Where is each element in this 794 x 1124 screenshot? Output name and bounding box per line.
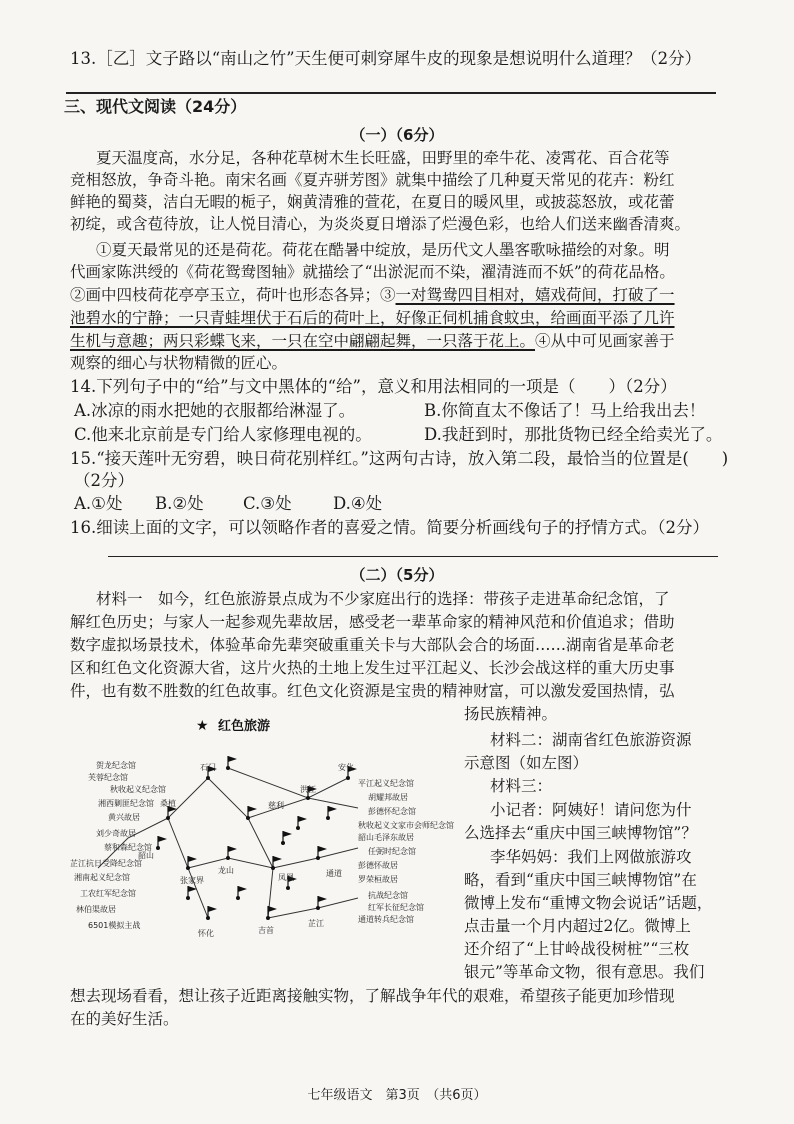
flag-icon: [226, 756, 237, 770]
map-place-label: 韶山: [138, 851, 154, 860]
part2-heading: （二）（5分）: [350, 566, 444, 584]
question-16: 16.细读上面的文字，可以领略作者的喜爱之情。简要分析画线句子的抒情方式。（2分）: [70, 518, 709, 537]
para2-line: 观察的细心与状物精微的匠心。: [70, 354, 288, 372]
map-place-label: 安化: [338, 763, 354, 772]
option-c: C.③处: [243, 494, 292, 513]
para2-line: ①夏天最常见的还是荷花。荷花在酷暑中绽放，是历代文人墨客歌咏描绘的对象。明: [96, 241, 670, 259]
question-15: 15.“接天莲叶无穷碧，映日荷花别样红。”这两句古诗，放入第二段，最恰当的位置是( ): [70, 449, 729, 468]
material3-line: 略，看到“重庆中国三峡博物馆”在: [464, 871, 697, 889]
material2-line: 示意图（如左图）: [464, 754, 589, 772]
map-site-label: 韶山毛泽东故居: [358, 833, 414, 842]
map-place-label: 张家界: [180, 876, 204, 885]
material3-line: 银元”等革命文物，很有意思。我们: [464, 963, 705, 981]
star-icon: ★: [196, 718, 209, 734]
map-site-label: 彭德怀故居: [358, 861, 398, 870]
flag-icon: [226, 846, 237, 860]
para1-line: 初绽，或含苞待放，让人悦目清心，为炎炎夏日增添了烂漫色彩，也给人们送来幽香清爽。: [70, 215, 691, 233]
part1-heading: （一）（6分）: [350, 126, 444, 144]
map-site-label: 黄兴故居: [108, 813, 140, 822]
flag-icon: [326, 806, 337, 820]
question-14: 14.下列句子中的“给”与文中黑体的“给”，意义和用法相同的一项是（ ）（2分）: [70, 377, 677, 396]
flag-icon: [271, 856, 282, 870]
option-d: D.④处: [333, 494, 383, 513]
map-place-label: 芷江: [308, 919, 324, 928]
underlined-sentence: 池碧水的宁静；一只青蛙埋伏于石后的荷叶上，好像正伺机捕食蚊虫，给画面平添了几许: [70, 309, 675, 327]
material1-line: 材料一 如今，红色旅游景点成为不少家庭出行的选择：带孩子走进革命纪念馆，了: [96, 590, 670, 608]
flag-icon: [266, 906, 277, 920]
option-d: D.我赶到时，那批货物已经全给卖光了。: [424, 425, 723, 444]
map-site-label: 蔡和森纪念馆: [104, 843, 152, 852]
map-site-label: 罗荣桓故居: [358, 875, 398, 884]
material3-line: 在的美好生活。: [70, 1010, 179, 1028]
map-site-label: 6501模拟主战: [88, 921, 141, 930]
option-a: A.①处: [74, 494, 123, 513]
map-place-label: 桑植: [160, 799, 176, 808]
map-site-label: 贺龙纪念馆: [96, 761, 136, 770]
map-site-label: 彭德怀纪念馆: [368, 807, 416, 816]
map-place-label: 洪江: [300, 785, 316, 794]
map-labels: [70, 760, 454, 938]
flag-icon: [156, 836, 167, 850]
divider: [108, 556, 718, 557]
material3-line: 李华妈妈：我们上网做旅游攻: [490, 848, 692, 866]
material3-line: 么选择去“重庆中国三峡博物馆”？: [464, 824, 697, 842]
map-svg: [68, 708, 460, 946]
map-site-label: 平江起义纪念馆: [358, 779, 414, 788]
map-site-label: 任弼时纪念馆: [368, 847, 416, 856]
flag-icon: [206, 906, 217, 920]
para1-line: 竞相怒放，争奇斗艳。南宋名画《夏卉骈芳图》就集中描绘了几种夏天常见的花卉：粉红: [70, 171, 675, 189]
material1-line: 数字虚拟场景技术，体验革命先辈突破重重关卡与大部队会合的场面……湖南省是革命老: [70, 636, 675, 654]
map-site-label: 抗战纪念馆: [368, 891, 408, 900]
map-site-label: 秋收起义文家市会师纪念馆: [358, 821, 454, 830]
material1-line: 件，也有数不胜数的红色故事。红色文化资源是宝贵的精神财富，可以激发爱国热情，弘: [70, 682, 675, 700]
flag-icon: [186, 886, 197, 900]
para1-line: 鲜艳的蜀葵，洁白无暇的栀子，娴黄清雅的萱花，在夏日的暖风里，或披蕊怒放，或花蕾: [70, 193, 675, 211]
flag-icon: [316, 896, 327, 910]
map-site-label: 芷江抗日受降纪念馆: [70, 859, 142, 868]
material3-line: 点击量一个月内超过2亿。微博上: [464, 917, 691, 935]
map-place-label: 怀化: [198, 929, 214, 938]
material3-line: 还介绍了“上甘岭战役树桩”“三枚: [464, 940, 690, 958]
map-place-label: 石门: [200, 763, 216, 772]
para1-line: 夏天温度高，水分足，各种花草树木生长旺盛，田野里的牵牛花、凌霄花、百合花等: [96, 149, 670, 167]
map-site-label: 湘西剿匪纪念馆: [98, 799, 154, 808]
material2-line: 材料二：湖南省红色旅游资源: [490, 731, 692, 749]
map-place-label: 慈利: [268, 801, 284, 810]
map-place-label: 龙山: [218, 866, 234, 875]
underlined-sentence: 生机与意趣；两只彩蝶飞来，一只在空中翩翩起舞，一只落于花上。: [70, 332, 536, 350]
flag-icon: [186, 856, 197, 870]
map-site-label: 秋收起义纪念馆: [110, 785, 166, 794]
map-site-label: 胡耀邦故居: [368, 793, 408, 802]
flag-icon: [246, 806, 257, 820]
map-flags: [156, 756, 357, 920]
map-place-label: 凤凰: [278, 873, 294, 882]
map-site-label: 通道转兵纪念馆: [358, 915, 414, 924]
map-site-label: 红军长征纪念馆: [368, 903, 424, 912]
map-title: 红色旅游: [218, 719, 271, 734]
map-site-label: 刘少奇故居: [96, 829, 136, 838]
map-place-label: 通道: [326, 869, 342, 878]
page-footer: 七年级语文 第3页 （共6页）: [307, 1088, 487, 1103]
map-site-label: 工农红军纪念馆: [80, 889, 136, 898]
option-b: B.你简直太不像话了！马上给我出去！: [424, 401, 706, 420]
question-13: 13.［乙］文子路以“南山之竹”天生便可刺穿犀牛皮的现象是想说明什么道理？（2分）: [70, 49, 702, 68]
option-b: B.②处: [155, 494, 204, 513]
underlined-sentence: 一对鸳鸯四目相对，嬉戏荷间，打破了一: [395, 286, 675, 304]
red-tourism-map: [68, 708, 460, 946]
para2-line: ②画中四枝荷花亭亭玉立，荷叶也形态各异；③一对鸳鸯四目相对，嬉戏荷间，打破了一: [70, 286, 675, 304]
map-site-label: 湘南起义纪念馆: [74, 873, 130, 882]
flag-icon: [316, 846, 327, 860]
material3-line: 想去现场看看，想让孩子近距离接触实物，了解战争年代的艰难，希望孩子能更加珍惜现: [70, 987, 675, 1005]
map-site-label: 林伯渠故居: [76, 905, 116, 914]
material1-line: 扬民族精神。: [464, 705, 558, 723]
material3-line: 微博上发布“重博文物会说话”话题，: [464, 894, 713, 912]
flag-icon: [296, 816, 307, 830]
flag-icon: [166, 806, 177, 820]
map-site-label: 芙蓉纪念馆: [88, 773, 128, 782]
flag-icon: [281, 831, 292, 845]
material1-line: 区和红色文化资源大省，这片火热的土地上发生过平江起义、长沙会战这样的重大历史事: [70, 659, 675, 677]
question-15-score: （2分）: [74, 471, 134, 490]
map-place-label: 吉首: [258, 926, 274, 935]
para2-line: 代画家陈洪绶的《荷花鸳鸯图轴》就描绘了“出淤泥而不染，濯清涟而不妖”的荷花品格。: [70, 263, 675, 281]
para2-line: 生机与意趣；两只彩蝶飞来，一只在空中翩翩起舞，一只落于花上。④从中可见画家善于: [70, 332, 675, 350]
divider: [66, 92, 716, 94]
flag-icon: [236, 886, 247, 900]
option-a: A.冰凉的雨水把她的衣服都给淋湿了。: [74, 401, 356, 420]
material1-line: 解红色历史；与家人一起参观先辈故居，感受老一辈革命家的精神风范和价值追求；借助: [70, 613, 675, 631]
option-c: C.他来北京前是专门给人家修理电视的。: [74, 425, 372, 444]
section-title: 三、现代文阅读（24分）: [64, 97, 247, 116]
material3-line: 小记者：阿姨好！请问您为什: [490, 801, 692, 819]
material3-title: 材料三：: [490, 777, 553, 795]
